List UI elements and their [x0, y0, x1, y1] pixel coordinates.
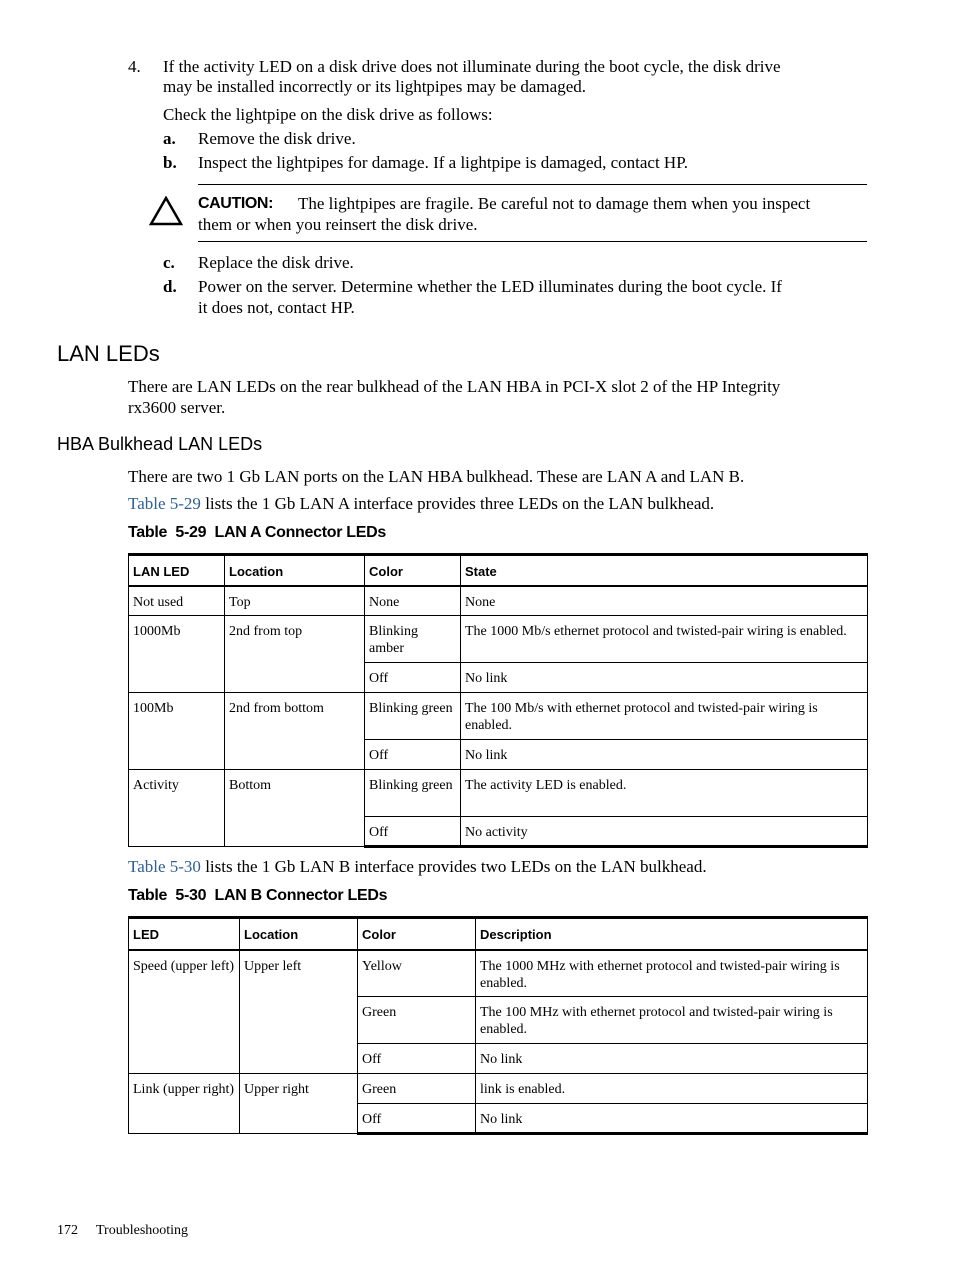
cell-description: link is enabled. [476, 1074, 868, 1104]
col-header-location: Location [225, 555, 365, 586]
table-5-29-link[interactable]: Table 5-29 [128, 494, 201, 513]
substep-d-text-line2: it does not, contact HP. [198, 298, 355, 317]
substep-d-label: d. [163, 277, 177, 296]
step-text-line2: may be installed incorrectly or its lightpipes may be damaged. [163, 77, 586, 96]
cell-led: 1000Mb [129, 616, 225, 693]
cell-location: Bottom [225, 770, 365, 847]
cell-led: 100Mb [129, 693, 225, 770]
footer-section-name: Troubleshooting [96, 1223, 189, 1238]
col-header-led: LED [129, 918, 240, 950]
col-header-color: Color [365, 555, 461, 586]
cell-color: Off [365, 663, 461, 693]
section-heading-lan-leds: LAN LEDs [57, 341, 160, 366]
cell-color: Off [365, 817, 461, 847]
cell-color: Yellow [358, 950, 476, 997]
col-header-description: Description [476, 918, 868, 950]
cell-color: Off [358, 1104, 476, 1134]
cell-color: Off [365, 740, 461, 770]
table-5-29-caption: Table 5-29 LAN A Connector LEDs [128, 524, 386, 541]
step-number: 4. [128, 57, 141, 76]
cell-color: None [365, 586, 461, 616]
substep-c-text: Replace the disk drive. [198, 253, 354, 272]
cell-location: Upper left [240, 950, 358, 1074]
caution-label: CAUTION: [198, 195, 274, 212]
table-5-30-intro [128, 856, 707, 877]
cell-location: Top [225, 586, 365, 616]
col-header-lan-led: LAN LED [129, 555, 225, 586]
col-header-location: Location [240, 918, 358, 950]
lan-leds-para-line2: rx3600 server. [128, 398, 226, 417]
hba-para2 [128, 493, 714, 514]
cell-color: Off [358, 1044, 476, 1074]
table-row [129, 950, 868, 997]
caution-triangle-icon [149, 196, 183, 226]
table-row [129, 1074, 868, 1104]
cell-state: The 1000 Mb/s ethernet protocol and twisted-pair wiring is enabled. [461, 616, 868, 663]
cell-color: Blinking green [365, 693, 461, 740]
table-lan-b-connector-leds [128, 916, 868, 1135]
caution-text-line2: them or when you reinsert the disk drive. [198, 215, 478, 234]
cell-description: No link [476, 1104, 868, 1134]
step-text-line1: If the activity LED on a disk drive does not illuminate during the boot cycle, the disk drive [163, 57, 781, 76]
table-row [129, 586, 868, 616]
lan-leds-para-line1: There are LAN LEDs on the rear bulkhead of the LAN HBA in PCI-X slot 2 of the HP Integrity [128, 377, 781, 396]
cell-state: The activity LED is enabled. [461, 770, 868, 817]
cell-location: 2nd from top [225, 616, 365, 693]
col-header-state: State [461, 555, 868, 586]
caution-bottom-rule [198, 241, 867, 242]
cell-description: The 100 MHz with ethernet protocol and twisted-pair wiring is enabled. [476, 997, 868, 1044]
check-instruction: Check the lightpipe on the disk drive as follows: [163, 105, 493, 124]
cell-state: No link [461, 740, 868, 770]
table-lan-a-connector-leds [128, 553, 868, 848]
cell-led: Link (upper right) [129, 1074, 240, 1134]
cell-color: Blinking green [365, 770, 461, 817]
cell-state: No activity [461, 817, 868, 847]
substep-d-text-line1: Power on the server. Determine whether the LED illuminates during the boot cycle. If [198, 277, 782, 296]
table-row [129, 693, 868, 740]
cell-color: Green [358, 997, 476, 1044]
cell-led: Activity [129, 770, 225, 847]
caution-text-line1: The lightpipes are fragile. Be careful not to damage them when you inspect [298, 194, 811, 213]
cell-description: No link [476, 1044, 868, 1074]
table-5-30-intro-rest: lists the 1 Gb LAN B interface provides two LEDs on the LAN bulkhead. [200, 857, 707, 876]
cell-location: Upper right [240, 1074, 358, 1134]
substep-b-text: Inspect the lightpipes for damage. If a lightpipe is damaged, contact HP. [198, 153, 689, 172]
cell-description: The 1000 MHz with ethernet protocol and twisted-pair wiring is enabled. [476, 950, 868, 997]
cell-color: Green [358, 1074, 476, 1104]
cell-state: The 100 Mb/s with ethernet protocol and twisted-pair wiring is enabled. [461, 693, 868, 740]
substep-a-text: Remove the disk drive. [198, 129, 356, 148]
substep-b-label: b. [163, 153, 177, 172]
hba-para2-rest: lists the 1 Gb LAN A interface provides three LEDs on the LAN bulkhead. [200, 494, 715, 513]
table-5-30-caption: Table 5-30 LAN B Connector LEDs [128, 887, 388, 904]
cell-state: None [461, 586, 868, 616]
cell-led: Speed (upper left) [129, 950, 240, 1074]
substep-a-label: a. [163, 129, 176, 148]
cell-location: 2nd from bottom [225, 693, 365, 770]
col-header-color: Color [358, 918, 476, 950]
substep-c-label: c. [163, 253, 175, 272]
table-row [129, 616, 868, 663]
cell-state: No link [461, 663, 868, 693]
subsection-heading-hba: HBA Bulkhead LAN LEDs [57, 434, 263, 454]
hba-para1: There are two 1 Gb LAN ports on the LAN HBA bulkhead. These are LAN A and LAN B. [128, 467, 745, 486]
table-5-30-link[interactable]: Table 5-30 [128, 857, 201, 876]
cell-color: Blinking amber [365, 616, 461, 663]
caution-top-rule [198, 184, 867, 185]
table-row [129, 770, 868, 817]
cell-led: Not used [129, 586, 225, 616]
page-number: 172 [57, 1223, 78, 1238]
